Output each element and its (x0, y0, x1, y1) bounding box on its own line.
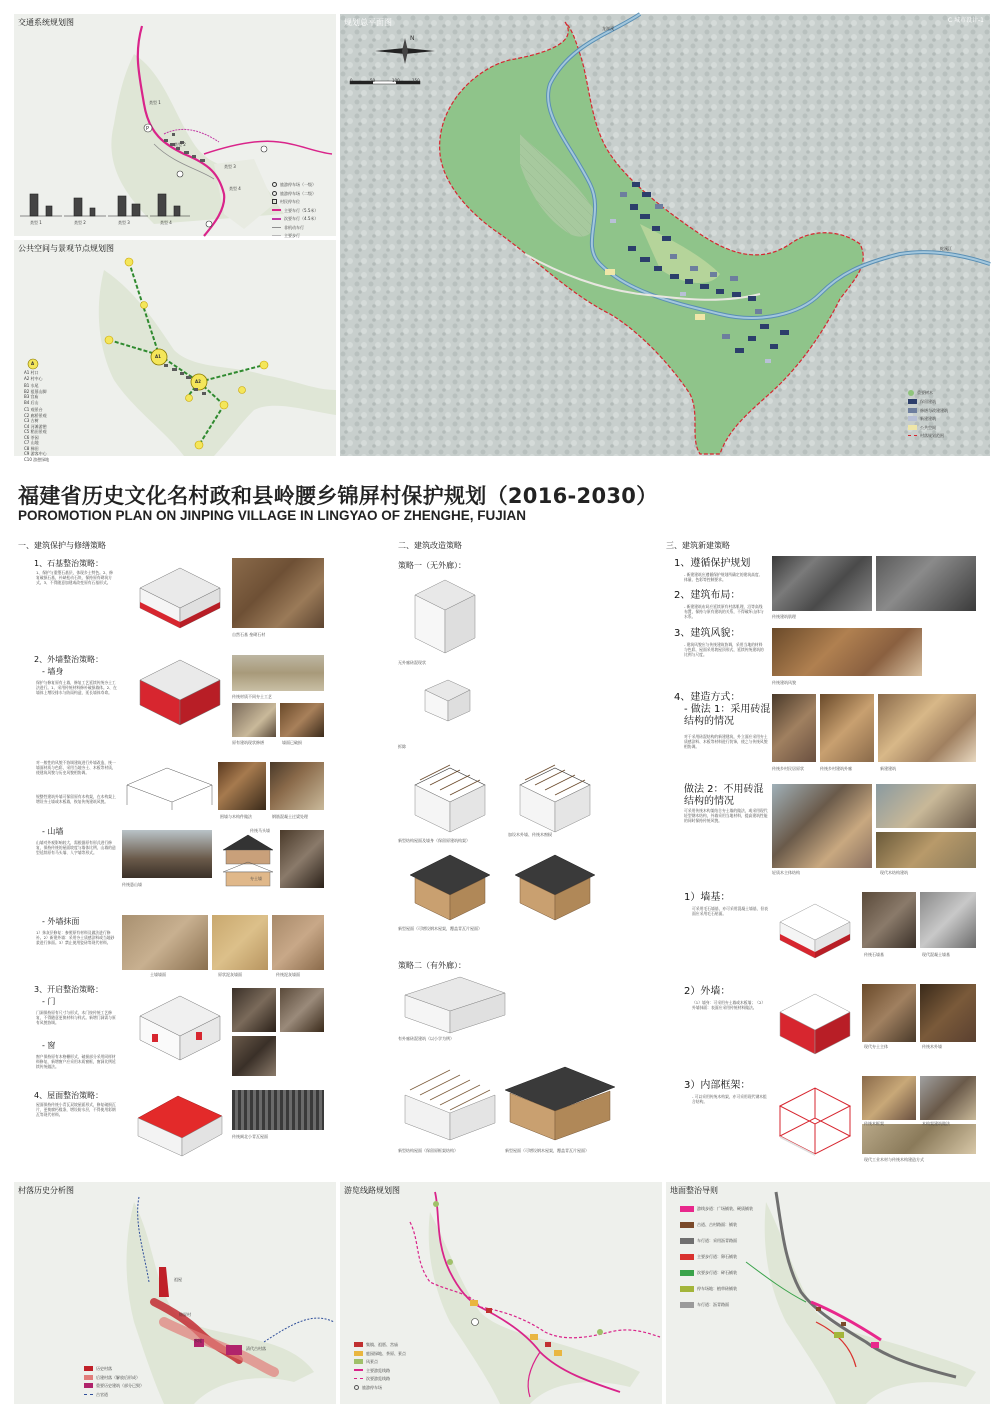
sec2-s2-heading: 策略二（有外廊）： (398, 961, 466, 970)
legend-item: A1 村口 (24, 370, 39, 375)
axo-ext-wall (775, 982, 855, 1057)
legend-item: 重要历史建筑（部分已毁） (84, 1383, 194, 1389)
legend-item: B2 祖墓山脚 (24, 388, 47, 394)
tour-legend (354, 1342, 444, 1393)
axo-inner-frame (775, 1076, 855, 1156)
photo-timber-structure (772, 784, 872, 868)
photo-stone-wall (232, 558, 324, 628)
photo-door (232, 988, 276, 1032)
legend-item: C1 观景台 (24, 407, 43, 412)
river-label: 龙湖溪 (602, 26, 614, 31)
legend-item: 次要车行（4.5米） (272, 216, 334, 222)
caption: 夯土墙 (250, 876, 262, 881)
caption: 传统悬山墙 (122, 882, 142, 887)
legend-item: C8 梯田 (24, 445, 39, 451)
legend-item: 村民停车位 (272, 199, 334, 205)
sec1-s1-heading: 1、石基整治策略： (34, 559, 104, 568)
legend-item: C10 游憩绿地 (24, 456, 50, 462)
legend-item: 非机动车行 (272, 225, 334, 231)
caption: 无外廊砖混现状 (398, 660, 426, 665)
caption: 传统泥灰墙面 (276, 972, 300, 977)
photo-earth-main (862, 984, 916, 1042)
map-label: 清代古村落 (246, 1346, 266, 1351)
master-plan-title: 规划总平面图 (344, 18, 392, 27)
caption: 新型结构屋面及墙身（保留原建筑构架） (398, 838, 470, 843)
axo-corridor-frame (400, 1065, 500, 1145)
caption: 传统材质不同夯土工艺 (232, 694, 272, 699)
photo-rammed-earth (232, 655, 324, 691)
history-legend (84, 1366, 194, 1400)
caption: 传统建筑肌理 (772, 614, 796, 619)
sec3-heading: 三、建筑新建策略 (666, 541, 730, 550)
traffic-plan-panel (14, 14, 336, 236)
scale-tick: 50 (370, 78, 376, 83)
legend-item: 新建建筑 (908, 416, 988, 422)
ext-text: （1）墙身：可采用夯土墙或木板墙；（2）外墙抹面：表面应采用传统材料做法。 (692, 1000, 766, 1010)
caption: 传统乡村民居原状 (772, 766, 804, 771)
map-label: 锦屏村 (179, 1312, 191, 1317)
sec1-s1-text: 1、保护与重塑石基层，体现乡土特色。2、修复破损石基，补缺松动石块，保持原有砌筑方式。3、不得随意加建或改变原有石基形式。 (36, 570, 113, 585)
inner-heading: 3）内部框架： (684, 1080, 751, 1091)
photo-wood-frame (862, 1076, 916, 1120)
caption: 新型屋面（可增设钢木屋架，覆盖青瓦片屋面） (398, 926, 482, 931)
legend-item: 停车场地：植草砖铺装 (680, 1286, 756, 1292)
legend-item: 游线步道：广场铺装、硬质铺装 (680, 1206, 756, 1212)
sec1-s2-sub: - 墙身 (42, 667, 64, 676)
caption: 拆除 (398, 744, 406, 749)
legend-item: 公共空间 (908, 425, 988, 431)
road-section-types (20, 174, 190, 230)
caption: 加设木外墙、传统木窗棂 (508, 832, 552, 837)
legend-item: C9 游客中心 (24, 451, 47, 456)
inner-text: - 可以采用传统木构架，亦可采用现代钢木组合结构。 (692, 1094, 767, 1104)
sec2-s1-heading: 策略一（无外廊）： (398, 561, 466, 570)
sec3-s5-heading: 做法 2：不用砖混结构的情况 (684, 784, 764, 807)
axo-final-2 (515, 850, 595, 922)
axo-frame-1 (410, 760, 490, 835)
legend-item: 集镇、祖厝、宫庙 (354, 1342, 444, 1348)
photo-industrial-timber (862, 1124, 976, 1154)
caption: 传统木框架 (864, 1121, 884, 1126)
axo-final-1 (410, 850, 490, 922)
map-label: 祖屋 (174, 1277, 182, 1282)
photo-wood-ext (920, 984, 976, 1042)
legend-item: C4 河滩游憩 (24, 423, 47, 429)
caption: 现代夯土主体 (864, 1044, 888, 1049)
caption: 新型屋面（可增设钢木屋架，覆盖青瓦片屋面） (505, 1148, 589, 1153)
traffic-plan-title: 交通系统规划图 (18, 18, 74, 27)
sec2-heading: 二、建筑改造策略 (398, 541, 462, 550)
master-plan-panel (340, 14, 990, 456)
caption: 轻质木主体结构 (772, 870, 800, 875)
sec3-s1-text: - 新建建筑应遵循保护规划所确定的建筑高度、体量、色彩等控制要求。 (684, 572, 763, 582)
caption: 传统石墙基 (864, 952, 884, 957)
photo-modern-timber (876, 784, 976, 828)
main-title-en: POROMOTION PLAN ON JINPING VILLAGE IN LINGYAO OF ZHENGHE, FUJIAN (18, 508, 527, 523)
walls-heading: 1）墙基： (684, 892, 731, 903)
photo-new-building (772, 628, 922, 676)
sec3-s2-heading: 2、建筑布局： (674, 590, 741, 601)
sec3-s3-heading: 3、建筑风貌： (674, 628, 741, 639)
photo-plaster-wall (212, 915, 268, 970)
history-title: 村落历史分析图 (18, 1186, 74, 1195)
caption: 现代混凝土墙基 (922, 952, 950, 957)
legend-item: 重要树木 (908, 390, 988, 396)
scale-bar (350, 72, 420, 88)
public-space-legend (24, 370, 84, 462)
sec1-s4-text: 屋面保持传统小青瓦双坡屋面形式，修复破损瓦片，更换腐朽椽条，增设防水层，不得使用彩钢瓦等现代材料。 (36, 1102, 116, 1117)
caption: 传统闽北小青瓦屋面 (232, 1134, 268, 1139)
photo-brick-house (772, 694, 816, 762)
legend-item: 车行道：沥青路面 (680, 1302, 756, 1308)
scale-tick: 0 (350, 78, 353, 83)
axo-gable-house (218, 830, 278, 888)
public-space-panel (14, 240, 336, 462)
traffic-legend (272, 182, 334, 242)
caption: 钢筋混凝土过梁处理 (272, 814, 308, 819)
plaster-heading: - 外墙抹面 (42, 917, 80, 926)
sec1-heading: 一、建筑保护与修缮策略 (18, 541, 106, 550)
sec1-s2-heading: 2、外墙整治策略： (34, 655, 104, 664)
caption: 新型结构屋面（保留原框架结构） (398, 1148, 458, 1153)
caption: 围墙与木构件做法 (220, 814, 252, 819)
photo-earth-timber (876, 832, 976, 868)
river-label: 蛇溪江 (940, 246, 952, 251)
ground-title: 地面整治导则 (670, 1186, 718, 1195)
legend-item: 旅游停车场 (354, 1385, 444, 1391)
legend-item: C2 廊桥景观 (24, 412, 47, 418)
caption: 现代工业木材与传统木构建造方式 (864, 1157, 924, 1162)
section-type-label: 类型 2 (74, 220, 86, 225)
legend-item: C6 茶园 (24, 434, 39, 440)
legend-item: 车行道：采用沥青路面 (680, 1238, 756, 1244)
north-label: N (410, 35, 415, 42)
photo-tile-roof (232, 1090, 324, 1130)
photo-door-2 (280, 988, 324, 1032)
sec3-s4-text: 对于采用砖混结构的新建建筑，外立面应采用夯土质感涂料、木板等材料进行装饰，使之与传统风貌相协调。 (684, 734, 768, 749)
sec1-s2-text2: 对一般性的风貌不协调建筑进行外墙改造，统一墙面材质与色彩，采用当地夯土、木板等材质，使建筑风貌与历史风貌相协调。 (36, 760, 116, 775)
map-label: 水尾 (194, 1338, 202, 1343)
walls-text: 可采用毛石墙基，亦可采用混凝土墙基，但表面应采用毛石贴面。 (692, 906, 768, 916)
legend-item: 主要步行 (272, 233, 334, 239)
axo-corridor-final (505, 1065, 615, 1145)
scale-tick: 100 (392, 78, 400, 83)
master-plan-legend (908, 390, 988, 442)
road-label: 类型 3 (224, 164, 236, 169)
main-title-cn: 福建省历史文化名村政和县岭腰乡锦屏村保护规划（2016-2030） (18, 484, 658, 508)
node-label-a1: A1 (155, 354, 161, 359)
photo-traditional-plaster (272, 915, 324, 970)
axo-existing-building (410, 575, 480, 655)
legend-item: 保留建筑 (908, 399, 988, 405)
photo-village-aerial (772, 556, 872, 611)
axo-frame-2 (515, 760, 595, 835)
photo-wall-detail (280, 703, 324, 737)
caption: 原有建筑现状修缮 (232, 740, 264, 745)
ground-legend (680, 1206, 756, 1311)
photo-timber-house (218, 762, 266, 810)
photo-earth-wall (122, 915, 208, 970)
axo-wall (130, 650, 225, 730)
caption: 现代木结构建筑 (880, 870, 908, 875)
ext-heading: 2）外墙： (684, 986, 731, 997)
door-heading: - 门 (42, 997, 56, 1006)
legend-item: 古道、古村路面：铺装 (680, 1222, 756, 1228)
north-arrow (370, 36, 440, 66)
photo-stone-base (862, 892, 916, 948)
photo-timber-frame (270, 762, 324, 810)
section-type-label: 类型 4 (160, 220, 172, 225)
legend-item: 主要步行道：卵石铺装 (680, 1254, 756, 1260)
legend-item: 修缮与改建建筑 (908, 408, 988, 414)
public-space-title: 公共空间与景观节点规划图 (18, 244, 114, 253)
axo-stone-base (130, 558, 225, 633)
scale-tick: 150 (412, 78, 420, 83)
axo-openings (130, 988, 225, 1063)
legend-item: 历史村落 (84, 1366, 194, 1372)
svg-text:P: P (146, 126, 150, 132)
tour-panel (340, 1182, 662, 1404)
master-plan-map (340, 14, 990, 456)
caption: 新建建筑 (880, 766, 896, 771)
photo-timber-construction (920, 1076, 976, 1120)
legend-item: 次要步行道：碎石铺装 (680, 1270, 756, 1276)
section-type-label: 类型 3 (118, 220, 130, 225)
sec3-s3-text: - 建筑风貌应与传统建筑协调，采用当地的材料与色彩，屋面采用坡屋顶形式，延续传统建筑的比例与尺度。 (684, 642, 764, 657)
caption: 原状泥灰墙面 (218, 972, 242, 977)
road-label: 类型 4 (229, 186, 241, 191)
legend-item: B1 水尾 (24, 383, 39, 388)
road-label: 类型 2 (174, 142, 186, 147)
axo-timber-frame (122, 760, 217, 810)
axo-demolish (420, 675, 475, 725)
caption: 传统建筑风貌 (772, 680, 796, 685)
sec3-s2-text: - 新建建筑布局应延续原有村落肌理，沿等高线布置，保持与原有建筑的关系，不得破坏山体与水系。 (684, 604, 764, 619)
legend-item: B4 后山 (24, 399, 39, 405)
caption: 传统马头墙 (250, 828, 270, 833)
sec1-s3-heading: 3、开启整治策略： (34, 985, 104, 994)
section-type-label: 类型 1 (30, 220, 42, 225)
history-panel (14, 1182, 336, 1404)
legend-item: 风景点 (354, 1359, 444, 1365)
sec3-s4-heading: 4、建造方式： (674, 692, 741, 703)
door-text: 门洞保持原有尺寸与形式，木门按传统工艺修复，不得随意更换材料与样式。新增门洞需与原有风貌协调。 (36, 1010, 116, 1025)
legend-item: B3 宫庙 (24, 394, 39, 399)
caption: 木构架建筑做法 (922, 1121, 950, 1126)
sec1-s2-text: 保护与修复原有土墙，修复工艺延续传统夯土工法进行。1、采用传统材料修补破损墙体。2、在墙体上增设排水与防雨构造，延长墙体寿命。 (36, 680, 117, 695)
plaster-text: 1）抹灰层修复：参照原有材料及做法进行修补。2）新建外墙：采用夯土质感涂料或当地砂浆进行抹面。3）禁止使用瓷砖等现代材料。 (36, 930, 115, 945)
legend-item: 主要游览线路 (354, 1368, 444, 1374)
node-label-a2: A2 (195, 379, 201, 384)
road-label: 类型 1 (149, 100, 161, 105)
gable-heading: - 山墙 (42, 827, 64, 836)
caption: 土墙墙面 (150, 972, 166, 977)
node-label-a: A (31, 361, 35, 366)
axo-foundation (775, 892, 855, 962)
axo-corridor-building (400, 975, 510, 1035)
sec3-s4-sub: - 做法 1：采用砖混结构的情况 (684, 704, 771, 727)
legend-item: C7 山地 (24, 440, 39, 445)
photo-corridor (820, 694, 874, 762)
photo-gable (122, 830, 212, 878)
legend-item: C3 古树 (24, 418, 39, 423)
legend-item: 古官道 (84, 1392, 194, 1398)
legend-item: 后建村落（解放后形成） (84, 1375, 194, 1381)
sec3-s5-text: 可采用传统木构架结合夯土墙的做法，或采用现代轻型钢木结构，外墙采用当地材料，提高建筑性能的同时保持传统风貌。 (684, 808, 768, 823)
legend-item: 庭园绿地、茶原、景点 (354, 1351, 444, 1357)
legend-item: 旅游停车场（二级） (272, 191, 334, 197)
photo-concrete-base (920, 892, 976, 948)
corner-label: C 城市设计-1 (947, 17, 984, 24)
photo-new-build (878, 694, 976, 762)
gable-text: 山墙对外观影响较大，需根据原有形式进行修复，保持传统的屋面坡度与墙体比例，山墙的造型延续原有马头墙、人字墙等形式。 (36, 840, 116, 855)
caption: 自然石基 垒砌石材 (232, 632, 266, 637)
caption: 墙面已破损 (282, 740, 302, 745)
axo-roof (130, 1088, 225, 1158)
caption: 有外廊砖混建筑（以小学为例） (398, 1036, 454, 1041)
caption: 传统乡村建筑外廊 (820, 766, 852, 771)
photo-gable-wall (280, 830, 324, 888)
ground-panel (666, 1182, 990, 1404)
legend-item: 村落规划范围 (908, 433, 988, 439)
legend-item: 次要游览线路 (354, 1376, 444, 1382)
window-heading: - 窗 (42, 1041, 56, 1050)
sec1-s2-text3: 规整性建筑外墙可保留原有木构架，在木构架上增设夯土墙或木板墙，恢复传统建筑风貌。 (36, 794, 116, 804)
photo-village-aerial-2 (876, 556, 976, 611)
photo-window (232, 1036, 276, 1076)
window-text: 窗户保持原有木格栅形式，破损部分采用同样材料修复，新增窗户应采用木质窗框，窗洞比例延续传统做法。 (36, 1054, 116, 1069)
sec3-s1-heading: 1、遵循保护规划 (674, 558, 751, 569)
photo-village-wall (232, 703, 276, 737)
legend-item: A2 村中心 (24, 375, 43, 381)
legend-item: 主要车行（5.5米） (272, 208, 334, 214)
sec1-s4-heading: 4、屋面整治策略： (34, 1091, 104, 1100)
caption: 传统木外墙 (922, 1044, 942, 1049)
tour-title: 游览线路规划图 (344, 1186, 400, 1195)
legend-item: C5 稻田景观 (24, 429, 47, 434)
legend-item: 旅游停车场（一级） (272, 182, 334, 188)
